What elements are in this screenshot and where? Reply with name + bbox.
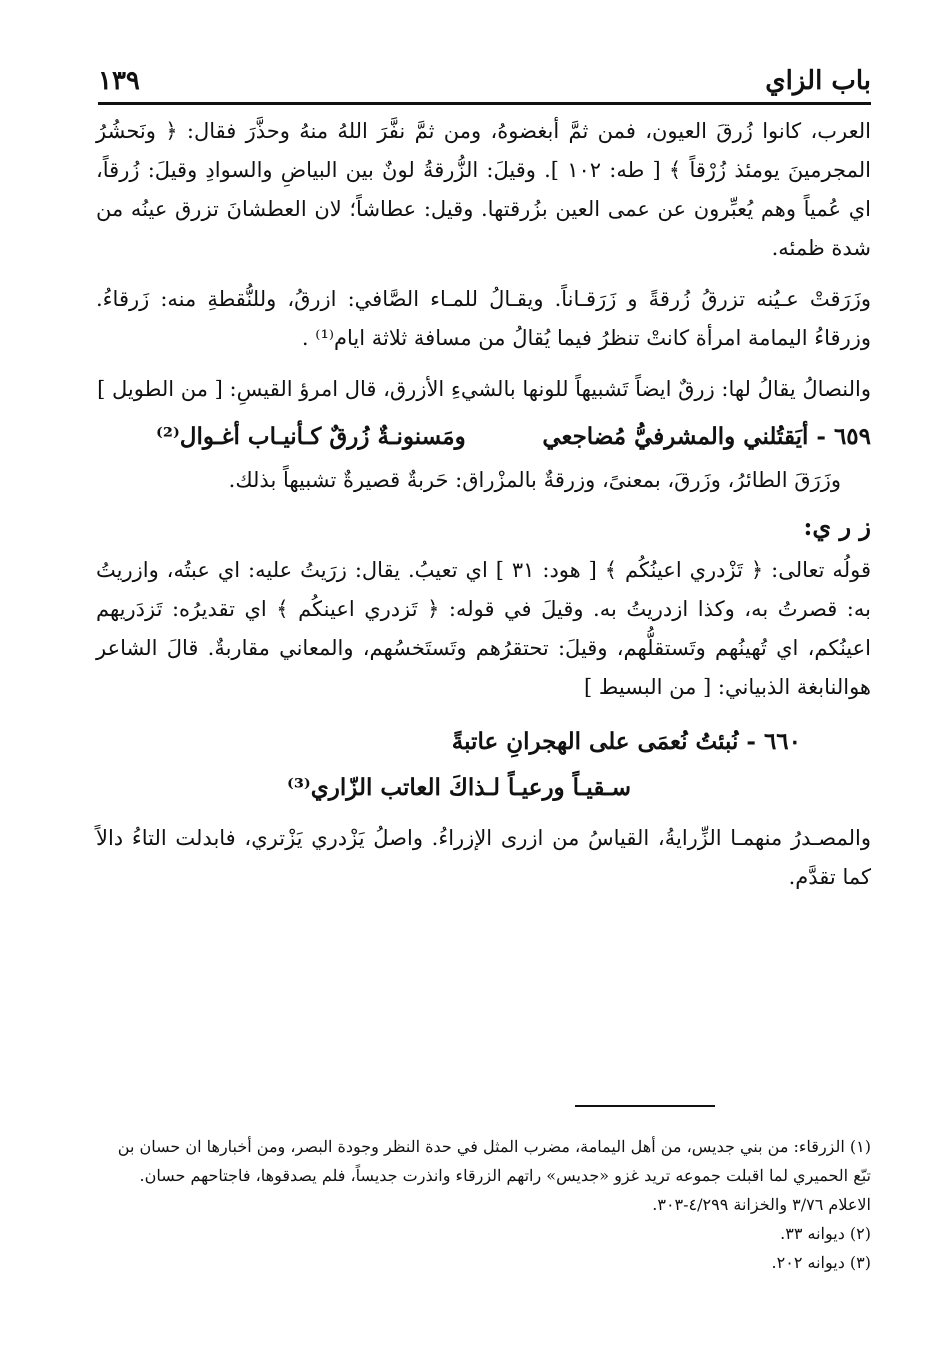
paragraph: العرب، كانوا زُرقَ العيون، فمن ثمَّ أبغضوهُ، ومن ثمَّ نفَّرَ اللهُ منهُ وحذَّرَ فقال: ﴿ ونَحشُرُ المجرمينَ يومئذ زُرْقاً ﴾ [ طه: ١٠٢ ]. وقيلَ: الزُّرقةُ لونٌ بين البياضِ والسوادِ وقيلَ: زُرقاً، اي عُمياً وهم يُعبِّرون عن عمى العين بزُرقتها. وقيل: عطاشاً؛ لان العطشانَ تزرق عينُه من شدة ظمئه. bbox=[96, 119, 871, 260]
footnotes bbox=[96, 1132, 871, 1277]
footnote-divider bbox=[575, 1105, 715, 1107]
footnote: (١) الزرقاء: من بني جديس، من أهل اليمامة، مضرب المثل في حدة النظر وجودة البصر، ومن أخبارها ان حسان بن تبّع الحميري لما اقبلت جموعه تريد غزو «جديس» راتهم الزرقاء وانذرت جديساً، فلم يصدقوها، فاجتاحهم حسان. الاعلام ٣/٧٦ والخزانة ٤/٢٩٩-٣٠٣. bbox=[117, 1137, 871, 1214]
paragraph: والمصـدرُ منهمـا الزِّرايةُ، القياسُ من ازرى الإزراءُ. واصلُ يَزْدري يَزْتري، فابدلت التاءُ دالاً كما تقدَّم. bbox=[96, 826, 871, 889]
page-number: ١٣٩ bbox=[98, 66, 140, 96]
footnote: (٣) ديوانه ٢٠٢. bbox=[771, 1253, 871, 1272]
paragraph: وزَرَقَ الطائرُ، وزَرقَ، بمعنىً، وزرقةٌ بالمزْراق: حَربةٌ قصيرةٌ تشبيهاً بذلك. bbox=[228, 468, 841, 492]
paragraph: والنصالُ يقالُ لها: زرقٌ ايضاً تَشبيهاً للونها بالشيءِ الأزرق، قال امرؤ القيسِ: [ من الطويل ] bbox=[97, 377, 871, 401]
paragraph: قولُه تعالى: ﴿ تَزْدري اعينُكُم ﴾ [ هود: ٣١ ] اي تعيبُ. يقال: زرَيتُ عليه: اي عبتُه، وازريتُ به: قصرتُ به، وكذا ازدريتُ به. وقيلَ في قوله: ﴿ تَزدري اعينكُم ﴾ اي تقديرُه: تَزدَريهم اعينُكم، اي تُهينُهم وتَستقلُّهم، وقيلَ: تحتقرُهم وتَستَخسُهم، والمعاني مقاربةٌ. قالَ الشاعر هوالنابغة الذبياني: [ من البسيط ] bbox=[96, 558, 871, 699]
page-header bbox=[98, 52, 871, 105]
section-heading: ز ر ي: bbox=[803, 512, 871, 541]
page-body bbox=[96, 112, 871, 909]
verse-hemistich-first: ٦٥٩ - أيَقتُلني والمشرفيُّ مُضاجعي bbox=[542, 423, 871, 450]
verse-659 bbox=[96, 415, 871, 459]
verse-660-first: ٦٦٠ - نُبئتُ نُعمَى على الهجرانِ عاتبةً bbox=[451, 728, 801, 755]
verse-660-second: سـقيـاً ورعيـاً لـذاكَ العاتب الزّاري⁽³⁾ bbox=[286, 774, 631, 801]
footnote: (٢) ديوانه ٣٣. bbox=[780, 1224, 871, 1243]
verse-hemistich-second: ومَسنونـةٌ زُرقٌ كـأنيـاب أغـوال⁽²⁾ bbox=[156, 423, 466, 450]
chapter-title: باب الزاي bbox=[765, 66, 871, 96]
paragraph: وزَرَقتْ عـيُنه تزرقُ زُرقةً و زَرَقـاناً. ويقـالُ للمـاء الصَّافي: ازرقُ، وللنُّقطةِ منه: زَرقاءُ. وزرقاءُ اليمامة امرأة كانتْ تنظرُ فيما يُقالُ من مسافة ثلاثة ايام⁽¹⁾ . bbox=[96, 287, 871, 350]
